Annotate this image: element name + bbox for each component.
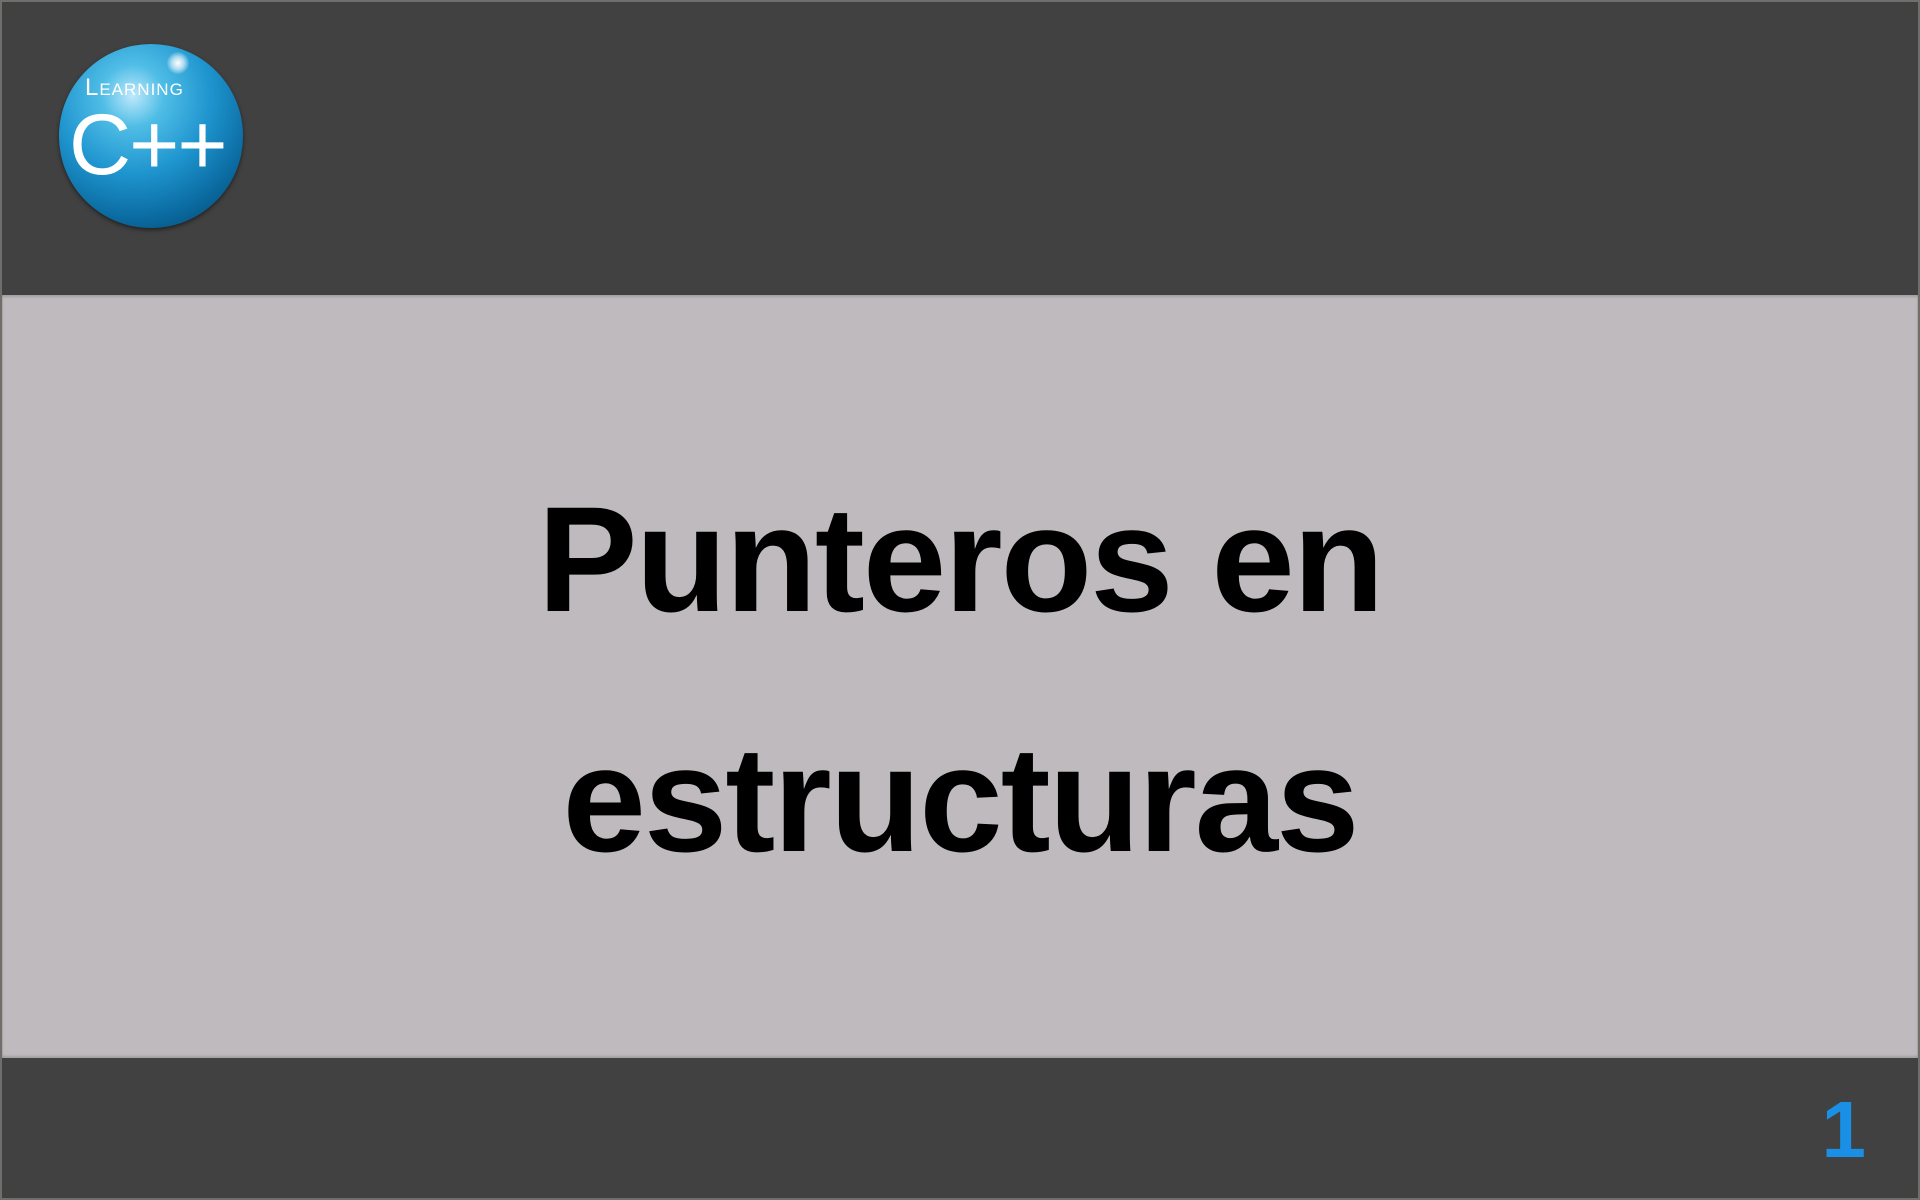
slide-title: Punteros en estructuras (537, 474, 1383, 883)
page-number: 1 (1821, 1085, 1866, 1174)
learning-cpp-logo-icon (59, 44, 243, 228)
logo-cpp-text: C++ (69, 97, 226, 193)
title-container (2, 295, 1918, 1058)
logo-learning-text: Learning (85, 74, 184, 101)
footer-band (2, 1058, 1918, 1200)
header-band (2, 2, 1918, 295)
logo-sparkle (167, 52, 189, 74)
